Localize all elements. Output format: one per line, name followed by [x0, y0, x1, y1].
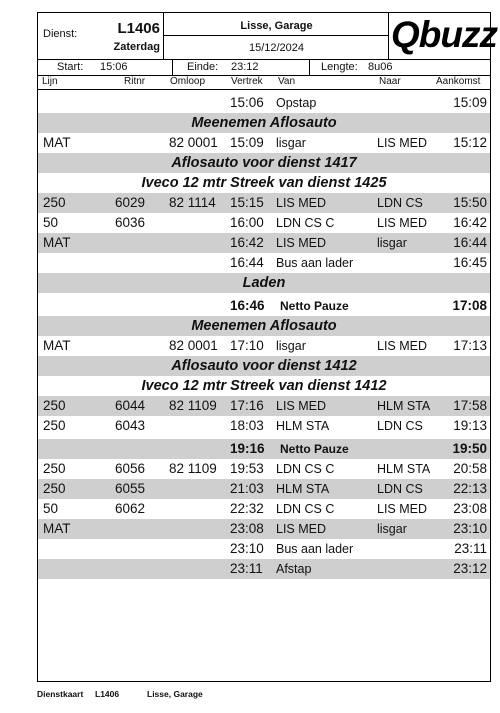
- trip-row: [38, 133, 490, 153]
- start-label: Start:: [57, 61, 84, 73]
- section-heading: Meenemen Aflosauto: [191, 318, 337, 334]
- departure-time: 16:00: [230, 215, 264, 230]
- length-value: 8u06: [368, 61, 393, 73]
- times-bar: [38, 59, 490, 76]
- qbuzz-logo: Qbuzz: [391, 14, 497, 55]
- from-stop: lisgar: [276, 136, 306, 150]
- garage-cell: [164, 13, 389, 59]
- departure-time: 23:10: [230, 541, 264, 556]
- to-stop: LDN CS: [377, 196, 423, 210]
- to-stop: LIS MED: [377, 216, 428, 230]
- departure-time: 21:03: [230, 481, 264, 496]
- section-heading: Iveco 12 mtr Streek van dienst 1425: [141, 175, 387, 191]
- line-number: MAT: [43, 135, 71, 150]
- section-heading-row: [38, 376, 490, 396]
- column-headers: [38, 76, 490, 90]
- section-heading-row: [38, 173, 490, 193]
- trip-row: [38, 93, 490, 113]
- line-number: MAT: [43, 338, 71, 353]
- end-label: Einde:: [187, 61, 219, 73]
- arrival-time: 22:13: [453, 481, 487, 496]
- from-stop: LDN CS C: [276, 462, 335, 476]
- schedule-rows: [38, 93, 490, 579]
- block-number: 82 0001: [169, 135, 218, 150]
- section-heading-row: [38, 153, 490, 173]
- departure-time: 15:09: [230, 135, 264, 150]
- section-heading: Meenemen Aflosauto: [191, 115, 337, 131]
- from-stop: lisgar: [276, 339, 306, 353]
- duty-id-cell: [38, 13, 164, 59]
- departure-time: 23:11: [230, 561, 263, 576]
- arrival-time: 23:12: [453, 561, 487, 576]
- times-divider: [172, 60, 173, 75]
- arrival-time: 17:58: [453, 398, 487, 413]
- col-naar: Naar: [379, 76, 401, 87]
- trip-row: [38, 459, 490, 479]
- arrival-time: 23:11: [454, 541, 487, 556]
- col-vertrek: Vertrek: [231, 76, 263, 87]
- arrival-time: 15:50: [453, 195, 487, 210]
- arrival-time: 19:13: [453, 418, 487, 433]
- duty-header: [38, 13, 497, 59]
- section-heading-row: [38, 356, 490, 376]
- departure-time: 17:16: [230, 398, 264, 413]
- trip-number: 6043: [115, 418, 146, 433]
- to-stop: LDN CS: [377, 482, 423, 496]
- trip-row: [38, 519, 490, 539]
- to-stop: HLM STA: [377, 462, 431, 476]
- col-lijn: Lijn: [42, 76, 58, 87]
- garage-name: Lisse, Garage: [240, 20, 313, 32]
- block-number: 82 1109: [169, 398, 217, 413]
- garage-divider: [164, 35, 389, 36]
- arrival-time: 17:08: [452, 298, 487, 313]
- end-time: 23:12: [231, 61, 259, 73]
- trip-number: 6029: [115, 195, 146, 210]
- times-divider: [309, 60, 310, 75]
- col-omloop: Omloop: [170, 76, 206, 87]
- arrival-time: 19:50: [452, 441, 487, 456]
- from-stop: Opstap: [276, 96, 317, 110]
- line-number: 250: [43, 461, 66, 476]
- logo-cell: [389, 13, 497, 59]
- departure-time: 17:10: [230, 338, 264, 353]
- line-number: 250: [43, 195, 66, 210]
- line-number: 250: [43, 398, 66, 413]
- departure-time: 16:42: [230, 235, 264, 250]
- trip-number: 6062: [115, 501, 146, 516]
- to-stop: LIS MED: [377, 339, 428, 353]
- trip-row: [38, 559, 490, 579]
- start-time: 15:06: [100, 61, 128, 73]
- trip-row: [38, 193, 490, 213]
- trip-row: [38, 336, 490, 356]
- footer-code: L1406: [95, 689, 120, 699]
- departure-time: 16:46: [230, 298, 265, 313]
- arrival-time: 15:09: [453, 95, 487, 110]
- line-number: MAT: [43, 235, 71, 250]
- trip-row: [38, 213, 490, 233]
- from-stop: HLM STA: [276, 482, 330, 496]
- footer-garage: Lisse, Garage: [147, 689, 203, 699]
- to-stop: lisgar: [377, 236, 407, 250]
- departure-time: 16:44: [230, 255, 264, 270]
- arrival-time: 16:42: [453, 215, 487, 230]
- pause-label: Netto Pauze: [280, 442, 349, 456]
- departure-time: 15:06: [230, 95, 264, 110]
- block-number: 82 1114: [169, 195, 216, 210]
- trip-number: 6056: [115, 461, 146, 476]
- trip-number: 6044: [115, 398, 146, 413]
- duty-card: [37, 12, 497, 682]
- from-stop: Bus aan lader: [276, 256, 354, 270]
- from-stop: LDN CS C: [276, 216, 335, 230]
- pause-label: Netto Pauze: [280, 299, 349, 313]
- from-stop: HLM STA: [276, 419, 330, 433]
- col-ritnr: Ritnr: [124, 76, 146, 87]
- line-number: 50: [43, 501, 59, 516]
- from-stop: LDN CS C: [276, 502, 335, 516]
- length-label: Lengte:: [321, 61, 358, 73]
- pause-row: [38, 296, 490, 316]
- to-stop: HLM STA: [377, 399, 431, 413]
- departure-time: 23:08: [230, 521, 264, 536]
- to-stop: LDN CS: [377, 419, 423, 433]
- block-number: 82 1109: [169, 461, 217, 476]
- arrival-time: 20:58: [453, 461, 487, 476]
- line-number: 250: [43, 418, 66, 433]
- line-number: 250: [43, 481, 66, 496]
- departure-time: 22:32: [230, 501, 264, 516]
- to-stop: LIS MED: [377, 136, 428, 150]
- arrival-time: 17:13: [453, 338, 487, 353]
- duty-date: 15/12/2024: [248, 42, 305, 54]
- section-heading: Aflosauto voor dienst 1412: [171, 358, 357, 374]
- trip-row: [38, 233, 490, 253]
- trip-row: [38, 253, 490, 273]
- section-heading: Laden: [242, 275, 286, 291]
- to-stop: lisgar: [377, 522, 407, 536]
- section-heading: Aflosauto voor dienst 1417: [171, 155, 357, 171]
- from-stop: LIS MED: [276, 522, 327, 536]
- departure-time: 19:16: [230, 441, 265, 456]
- trip-row: [38, 499, 490, 519]
- section-heading-row: [38, 316, 490, 336]
- duty-code: L1406: [117, 20, 160, 37]
- line-number: 50: [43, 215, 59, 230]
- arrival-time: 16:45: [453, 255, 487, 270]
- arrival-time: 16:44: [453, 235, 487, 250]
- section-heading-row: [38, 113, 490, 133]
- block-number: 82 0001: [169, 338, 218, 353]
- section-heading-row: [38, 273, 490, 293]
- arrival-time: 23:08: [453, 501, 487, 516]
- from-stop: Afstap: [276, 562, 312, 576]
- duty-label: Dienst:: [43, 28, 78, 40]
- departure-time: 19:53: [230, 461, 264, 476]
- from-stop: Bus aan lader: [276, 542, 354, 556]
- departure-time: 18:03: [230, 418, 264, 433]
- line-number: MAT: [43, 521, 71, 536]
- arrival-time: 23:10: [453, 521, 487, 536]
- to-stop: LIS MED: [377, 502, 428, 516]
- from-stop: LIS MED: [276, 399, 327, 413]
- trip-row: [38, 479, 490, 499]
- from-stop: LIS MED: [276, 196, 327, 210]
- trip-number: 6036: [115, 215, 146, 230]
- col-aankomst: Aankomst: [436, 76, 481, 87]
- section-heading: Iveco 12 mtr Streek van dienst 1412: [141, 378, 387, 394]
- trip-row: [38, 396, 490, 416]
- trip-row: [38, 416, 490, 436]
- trip-number: 6055: [115, 481, 146, 496]
- arrival-time: 15:12: [453, 135, 487, 150]
- pause-row: [38, 439, 490, 459]
- departure-time: 15:15: [230, 195, 264, 210]
- duty-day: Zaterdag: [113, 41, 160, 53]
- col-van: Van: [278, 76, 296, 87]
- footer-label: Dienstkaart: [37, 689, 84, 699]
- from-stop: LIS MED: [276, 236, 327, 250]
- trip-row: [38, 539, 490, 559]
